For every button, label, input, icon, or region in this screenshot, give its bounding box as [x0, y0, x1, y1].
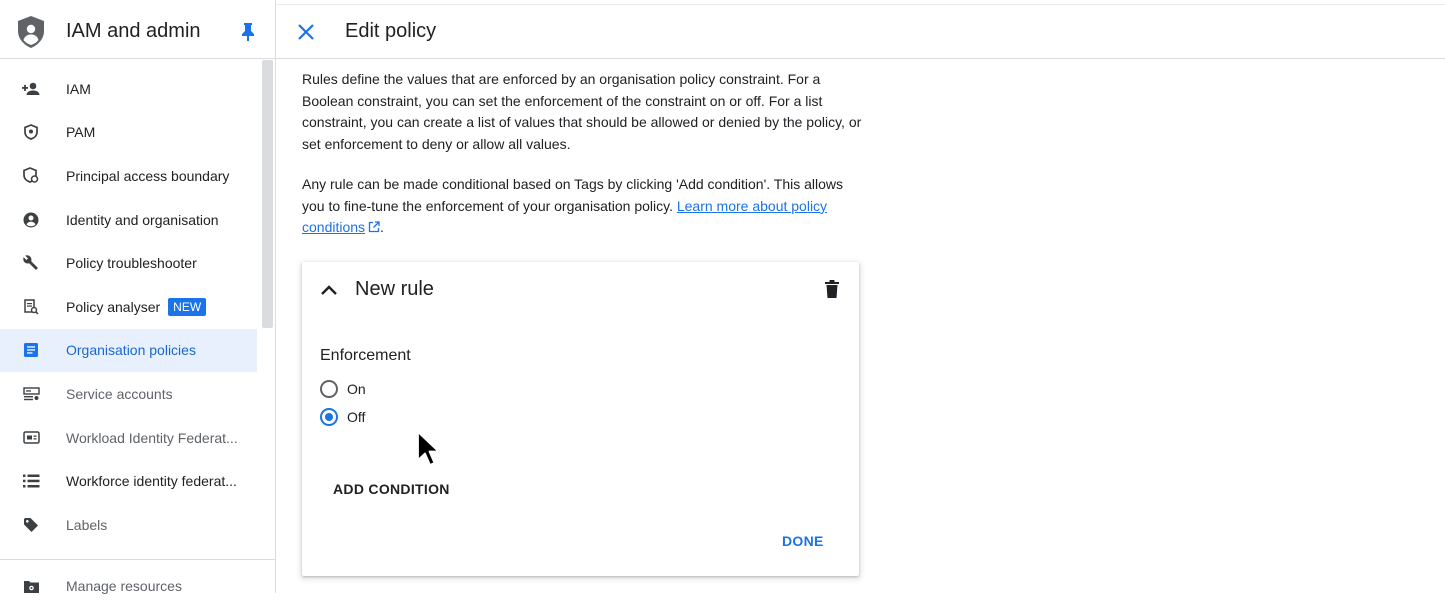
- shield-icon: [21, 122, 41, 142]
- sidebar-item-workload-identity-federation[interactable]: [0, 416, 262, 460]
- sidebar-header: [0, 6, 275, 59]
- sidebar-divider: [0, 559, 275, 560]
- sidebar-item-iam[interactable]: [0, 67, 262, 111]
- enforcement-label: Enforcement: [320, 347, 411, 364]
- mouse-cursor-icon: [416, 430, 442, 470]
- sidebar-item-label: Policy troubleshooter: [66, 255, 197, 272]
- sidebar-item-label: Labels: [66, 516, 108, 533]
- service-account-icon: [21, 384, 41, 404]
- page-title: Edit policy: [345, 20, 437, 42]
- policy-analyser-icon: [21, 297, 41, 317]
- enforcement-on-option[interactable]: [320, 379, 366, 399]
- conditions-description-text: Any rule can be made conditional based on Tags by clicking 'Add condition'. This allows you to fine-tune the enforcement of your organisation policy.: [302, 176, 844, 214]
- sidebar-item-service-accounts[interactable]: [0, 372, 262, 416]
- done-button[interactable]: DONE: [782, 533, 824, 549]
- radio-on[interactable]: [320, 380, 338, 398]
- boundary-shield-icon: [21, 166, 41, 186]
- sidebar-nav: [0, 67, 262, 547]
- sidebar-item-label: PAM: [66, 124, 96, 141]
- rule-title: New rule: [355, 278, 434, 300]
- iam-shield-logo-icon: [16, 15, 46, 49]
- conditions-description-end: .: [380, 219, 384, 236]
- list-icon: [21, 471, 41, 491]
- panel-header: [276, 6, 1445, 59]
- settings-folder-icon: [21, 576, 41, 596]
- radio-on-label: On: [347, 381, 366, 397]
- sidebar: [0, 0, 276, 593]
- radio-off-label: Off: [347, 409, 366, 425]
- sidebar-item-manage-resources[interactable]: [0, 568, 262, 604]
- new-badge: NEW: [168, 298, 206, 316]
- sidebar-item-principal-access-boundary[interactable]: [0, 154, 262, 198]
- learn-more-link-text: Learn more about policy conditions: [302, 197, 828, 236]
- sidebar-item-label: Workforce identity federat...: [66, 473, 237, 490]
- sidebar-item-organisation-policies[interactable]: [0, 329, 257, 373]
- sidebar-item-identity-and-organisation[interactable]: [0, 198, 262, 242]
- account-circle-icon: [21, 210, 41, 230]
- pin-icon[interactable]: [239, 22, 257, 42]
- sidebar-item-label-text: Policy analyser: [66, 298, 161, 315]
- id-card-icon: [21, 428, 41, 448]
- external-link-icon: [368, 221, 380, 233]
- sidebar-title: IAM and admin: [66, 20, 201, 42]
- person-add-icon: [21, 79, 41, 99]
- rule-card: [302, 262, 859, 576]
- sidebar-item-label: Service accounts: [66, 385, 173, 402]
- sidebar-item-label: Identity and organisation: [66, 211, 219, 228]
- sidebar-item-pam[interactable]: [0, 111, 262, 155]
- document-icon: [21, 340, 41, 360]
- sidebar-item-label: Principal access boundary: [66, 167, 230, 184]
- sidebar-item-label: Workload Identity Federat...: [66, 429, 238, 446]
- tag-icon: [21, 515, 41, 535]
- sidebar-item-policy-troubleshooter[interactable]: [0, 241, 262, 285]
- sidebar-scrollbar[interactable]: [262, 60, 273, 328]
- wrench-icon: [21, 253, 41, 273]
- close-icon[interactable]: [295, 21, 317, 43]
- sidebar-item-label: Manage resources: [66, 578, 182, 594]
- sidebar-item-policy-analyser[interactable]: [0, 285, 262, 329]
- sidebar-item-label: [66, 298, 206, 316]
- sidebar-item-label: Organisation policies: [66, 342, 196, 359]
- radio-off[interactable]: [320, 408, 338, 426]
- conditions-description: [302, 174, 862, 239]
- delete-icon[interactable]: [823, 279, 841, 299]
- sidebar-item-labels[interactable]: [0, 503, 262, 547]
- rules-description: Rules define the values that are enforced by an organisation policy constraint. For a Boolean constraint, you can set the enforcement of the constraint on or off. For a list constraint, you can create a list of values that should be allowed or denied by the policy, or set enforcement to deny or allow all values.: [302, 71, 862, 153]
- chevron-up-icon[interactable]: [319, 280, 339, 300]
- add-condition-button[interactable]: ADD CONDITION: [333, 481, 450, 497]
- enforcement-off-option[interactable]: [320, 407, 365, 427]
- sidebar-item-workforce-identity-federation[interactable]: [0, 459, 262, 503]
- sidebar-item-label: IAM: [66, 80, 91, 97]
